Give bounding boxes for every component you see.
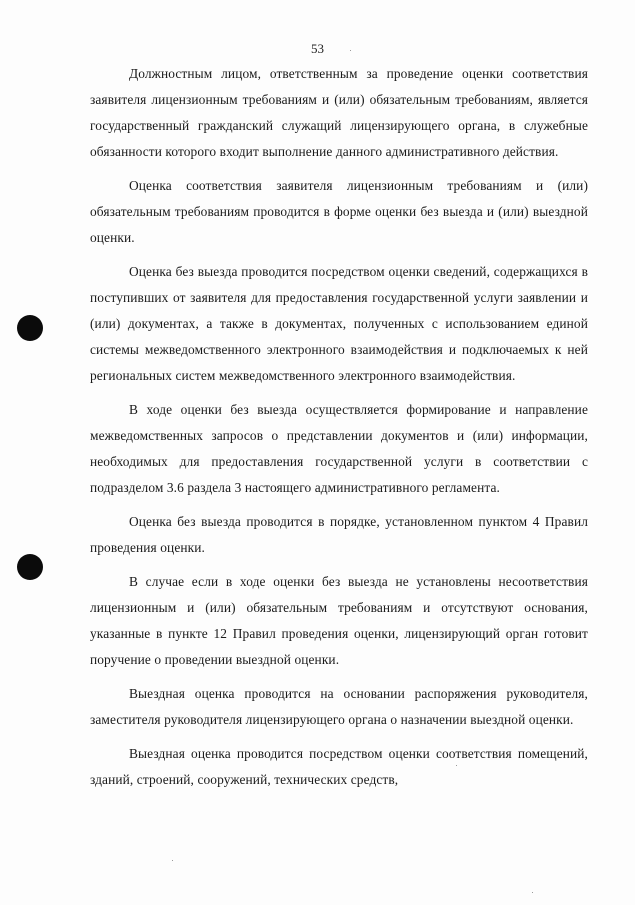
paragraph: Оценка без выезда проводится посредством оценки сведений, содержащихся в поступивших от заявителя для предоставления государственной услуги заявлении и (или) документах, а также в документах, полученных с использованием единой системы межведомственного электронного взаимодействия и подключаемых к ней региональных систем межведомственного электронного взаимодействия. [90, 264, 588, 383]
scan-speck [172, 860, 173, 861]
paragraph: В ходе оценки без выезда осуществляется формирование и направление межведомственных запросов о представлении документов и (или) информации, необходимых для предоставления государственной услуги в соответствии с подразделом 3.6 раздела 3 настоящего административного регламента. [90, 402, 588, 495]
punch-hole [17, 554, 43, 580]
scan-speck [532, 892, 533, 893]
page-number: 53 [311, 41, 324, 56]
document-body [90, 61, 588, 801]
paragraph: В случае если в ходе оценки без выезда не установлены несоответствия лицензионным и (или) обязательным требованиям и отсутствуют основания, указанные в пункте 12 Правил проведения оценки, лицензирующий орган готовит поручение о проведении выездной оценки. [90, 574, 588, 667]
paragraph: Оценка соответствия заявителя лицензионным требованиям и (или) обязательным требованиям проводится в форме оценки без выезда и (или) выездной оценки. [90, 178, 588, 245]
punch-hole [17, 315, 43, 341]
paragraph: Оценка без выезда проводится в порядке, установленном пунктом 4 Правил проведения оценки. [90, 514, 588, 555]
paragraph: Выездная оценка проводится на основании распоряжения руководителя, заместителя руководителя лицензирующего органа о назначении выездной оценки. [90, 686, 588, 727]
paragraph: Выездная оценка проводится посредством оценки соответствия помещений, зданий, строений, сооружений, технических средств, [90, 746, 588, 787]
paragraph: Должностным лицом, ответственным за проведение оценки соответствия заявителя лицензионным требованиям и (или) обязательным требованиям, является государственный гражданский служащий лицензирующего органа, в служебные обязанности которого входит выполнение данного административного действия. [90, 66, 588, 159]
